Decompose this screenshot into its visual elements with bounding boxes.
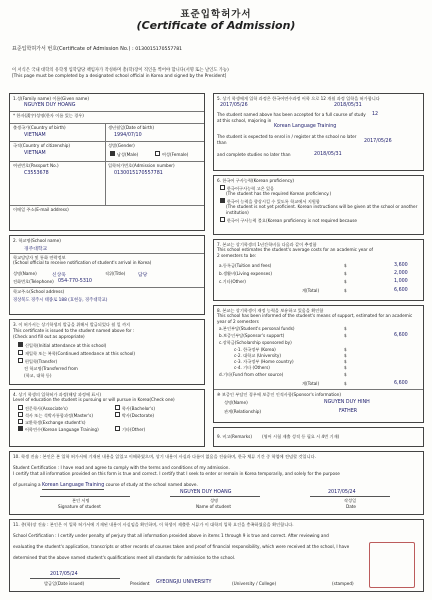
dob-value: 1994/07/10 <box>114 133 142 138</box>
tuition-value: 3,600 <box>394 263 408 268</box>
tuition-label: a.등록금(Tuition and fees) <box>219 263 272 268</box>
section-3-issue-purpose <box>9 319 205 385</box>
sponsor-support-value: 6,600 <box>394 333 408 338</box>
school-address-value: 경상북도 경주시 태종로 188 (효현동, 경주대학교) <box>13 298 108 303</box>
instruction-checkbox[interactable] <box>220 198 225 203</box>
notice-english: [This page must be completed by a designated school official in Korea and signed by the President] <box>12 73 227 79</box>
living-label: b.생활비(Living expenses) <box>219 271 272 276</box>
associate-checkbox[interactable] <box>18 405 23 410</box>
date-label-ko: 작성일 <box>344 498 357 503</box>
level-en: Level of education the student is pursuing or will pursue in Korea(Check one) <box>13 397 175 402</box>
notice <box>12 68 422 79</box>
other-source-label: d.기타(Fund from other source) <box>219 372 284 377</box>
section-10-student-certification <box>9 451 424 515</box>
purpose-en: This certificate is issued to the student named above for : <box>13 328 135 333</box>
citizenship-label: 국적(Country of citizenship) <box>13 143 71 148</box>
gender-male-text: 남성(Male) <box>116 151 139 157</box>
acceptance-ko: 5. 상기 학생에게 입학 과정은 한국어연수과정 어학 으로 12 개월 과정 입학을 허가함니다 <box>217 96 380 101</box>
president-label: President <box>130 581 150 586</box>
student-cert-en2: I certify that all information provided on this form is true and correct. I certify that I seek to enter or remain in Korea temporarily, and solely for the purpose <box>13 471 340 476</box>
scholarship-university-currency: $ <box>344 353 347 358</box>
passport-value: C3553678 <box>24 171 49 176</box>
sponsor-name-value: NGUYEN DUY HINH <box>324 400 370 405</box>
doctorate-checkbox[interactable] <box>115 412 120 417</box>
level-title: 4. 상기 학생의 입학허가 과정(해당 과정에 표시) <box>13 392 102 397</box>
exchange-checkbox[interactable] <box>18 419 23 424</box>
cert-number-label: 표준입학허가서 번호(Certificate of Admission No.) : <box>12 46 134 52</box>
transfer-text: 편입학(Transfer) <box>24 358 58 364</box>
scholarship-others-currency: $ <box>344 365 347 370</box>
proficient-text: 한국어구사능력 고온 있음 <box>226 185 275 191</box>
doctorate-text: 박사(Doctorate) <box>121 412 155 418</box>
section-5-acceptance <box>213 93 424 171</box>
school-name-label: 2. 학교명(School name) <box>13 238 61 243</box>
proficiency-title: 6. 한국어 구사능력(Korean proficiency) <box>217 178 295 183</box>
email-label: 이메일 주소(E-mail address) <box>13 207 69 212</box>
program-value: Korean Language Training <box>41 483 105 488</box>
option-transfer[interactable] <box>18 358 57 364</box>
period-from: 2017/05/26 <box>220 103 248 108</box>
sponsor-support-label: b.보증인부담(Sponsor's support) <box>219 333 285 338</box>
support-title: 8. 본교는 상기학생이 재정 능력을 보유하고 있음을 확인함 <box>217 308 324 313</box>
level-bachelor[interactable] <box>115 405 155 411</box>
admission-number-value: 0130015170557781 <box>114 171 163 176</box>
stamp-label: (stamped) <box>332 581 354 586</box>
support-total-currency: $ <box>344 381 347 386</box>
official-name-label: 성명(Name) <box>13 271 37 276</box>
continued-attendance-text: 재입학 또는 복학(Continued attendance at this school) <box>24 350 136 356</box>
scholarship-others-label: c-4. 기타 (Others) <box>234 365 270 370</box>
gender-female-option[interactable] <box>155 151 188 157</box>
bachelor-text: 학사(Bachelor's) <box>121 405 155 411</box>
name-label-ko: 성명 <box>210 498 219 503</box>
hanja-label: * 한자(漢字)성명(한자 이름 있는 경우) <box>13 113 84 118</box>
gender-male-option[interactable] <box>110 151 138 157</box>
gender-label: 성별(Gender) <box>108 143 135 148</box>
official-title-label: 직위(Title) <box>105 271 126 276</box>
support-en: This school has been informed of the student's means of support, estimated for an academic year of 2 semesters <box>217 313 413 324</box>
birth-country-value: VIETNAM <box>24 133 46 138</box>
other-checkbox[interactable] <box>115 426 120 431</box>
relationship-label: 관계(Relationship) <box>224 409 262 414</box>
personal-funds-currency: $ <box>344 326 347 331</box>
total-cost-currency: $ <box>344 288 347 293</box>
school-type-note: (학교, 대학 등) <box>24 373 52 378</box>
scholarship-korea-currency: $ <box>344 347 347 352</box>
section-11-school-certification <box>9 519 424 592</box>
issue-date-label: 발급일(Date issued) <box>44 581 85 586</box>
level-other[interactable] <box>115 426 145 432</box>
other-text: 기타(Other) <box>121 426 146 432</box>
name-label: 1.성(Family name) 이름(Given name) <box>13 96 90 101</box>
official-title-value: 담당 <box>138 273 148 278</box>
date-label: Date <box>346 504 357 509</box>
school-name-value: 경주대학교 <box>24 247 48 252</box>
issue-date-value: 2017/05/24 <box>50 572 78 577</box>
school-cert-en2: evaluating the student's application, transcripts or other records of courses taken and proof of financial responsibility, which were received at the school, I have <box>13 544 350 549</box>
complete-en: and complete studies no later than <box>217 152 291 157</box>
purpose-check-note: (Check and fill out as appropriate) <box>13 334 85 339</box>
continued-attendance-checkbox[interactable] <box>18 350 23 355</box>
instruction-text: 한국어 능력을 향상시킬 수 있도록 학교에서 지원함 <box>226 198 320 204</box>
sponsor-name-label: 성명(Name) <box>224 400 248 405</box>
gender-female-checkbox[interactable] <box>155 151 160 156</box>
dob-label: 생년월일(Date of birth) <box>108 125 154 130</box>
language-text: 어학연수(Korean Language Training) <box>24 426 99 432</box>
transfer-checkbox[interactable] <box>18 358 23 363</box>
section-1-applicant <box>9 93 205 231</box>
level-associate[interactable] <box>18 405 68 411</box>
other-cost-value: 1,000 <box>394 279 408 284</box>
section-6-korean-proficiency <box>213 175 424 235</box>
official-name-value: 신상욱 <box>52 273 66 278</box>
citizenship-value: VIETNAM <box>24 151 46 156</box>
relationship-value: FATHER <box>339 409 358 414</box>
student-cert-en1: Student Certification : I have read and agree to comply with the terms and conditions of my admission. <box>13 465 230 470</box>
not-required-text: 한국어 구사능력 불요(Korean proficiency is not required because <box>226 217 358 223</box>
option-continued-attendance[interactable] <box>18 350 135 356</box>
official-tel-value: 054-770-5310 <box>58 279 92 284</box>
months-value: 12 <box>372 112 379 117</box>
other-cost-label: c.기타(Other) <box>219 279 246 284</box>
scholarship-korea-label: c-1. 한국정부 (Korea) <box>234 347 276 352</box>
enroll-date: 2017/05/26 <box>364 139 392 144</box>
admission-number-label: 입학허가번호(Admission number) <box>108 163 175 168</box>
level-doctorate[interactable] <box>115 412 154 418</box>
other-source-currency: $ <box>344 372 347 377</box>
passport-label: 여권번호(Passport No.) <box>13 163 59 168</box>
scholarship-label: c.장학금(Scholarship sponsored by) <box>219 340 292 345</box>
level-language[interactable] <box>18 426 99 432</box>
student-name-value: NGUYEN DUY HOANG <box>180 490 232 495</box>
not-required-checkbox[interactable] <box>220 217 225 222</box>
section-4-education-level <box>9 389 205 447</box>
section-8-financial-support <box>213 305 424 423</box>
signature-label-ko: 본인 서명 <box>72 498 90 503</box>
official-sub: (School official to receive notification of student's arrival in Korea) <box>13 260 152 265</box>
proficiency-opt2-en: (The student is not yet proficient. Korean instructions will be given at the school or another institution) <box>226 204 418 215</box>
associate-text: 전문학사(Associate's) <box>24 405 68 411</box>
official-tel-label: 전화번호(Telephone) <box>13 279 54 284</box>
school-cert-en1: School Certification : I certify under penalty of perjury that all information provided above in items 1 through 9 is true and correct. After reviewing and <box>13 533 329 538</box>
period-to: 2018/05/31 <box>334 103 362 108</box>
exchange-text: 교환학생(Exchange student's) <box>24 419 86 425</box>
official-label: 학교담당자 및 통화 연락정보 <box>13 255 66 260</box>
personal-funds-label: a.본인부담(Student's personal funds) <box>219 326 295 331</box>
proficiency-opt1-en: (The student has the required Korean proficiency.) <box>226 191 332 196</box>
living-value: 2,000 <box>394 271 408 276</box>
title-english: (Certificate of Admission) <box>136 19 296 32</box>
enroll-en: The student is expected to enrol in / register at the school no later than <box>217 134 357 145</box>
student-name-label: Name of student <box>196 504 232 509</box>
school-cert-ko: 11. 총(학)장 진술 : 본인은 이 입학 허가서에 기재된 내용이 사실임을 확인하며, 이 학생이 제출한 서류가 이 대학의 입학 요건을 충족하였음을 확인합니다. <box>13 522 294 527</box>
proficient-checkbox[interactable] <box>220 185 225 190</box>
section-7-estimated-costs <box>213 239 424 301</box>
student-date-value: 2017/05/24 <box>328 490 356 495</box>
section-2-school <box>9 235 205 315</box>
cert-number-value: 0130015170557781 <box>135 47 183 52</box>
master-text: 석사 또는 석박사통합과정(Master's) <box>24 412 93 418</box>
gender-female-text: 여성(Female) <box>161 151 189 157</box>
initial-attendance-text: 신입학(Initial attendance at this school) <box>24 342 107 348</box>
support-total-label: 계(Total) <box>302 381 320 386</box>
sponsor-support-currency: $ <box>344 333 347 338</box>
total-cost-label: 계(Total) <box>302 288 320 293</box>
cert-number-line <box>12 45 182 52</box>
remarks-value: (영어 시험 제출 성적 등 필요 시 4번 기재) <box>262 434 340 439</box>
birth-country-label: 출생국가(Country of birth) <box>13 125 66 130</box>
total-cost-value: 6,600 <box>394 288 408 293</box>
remarks-label: 9. 비고(Remarks) <box>217 434 252 439</box>
school-address-label: 학교주소(School address) <box>13 289 65 294</box>
language-checkbox[interactable] <box>18 426 23 431</box>
president-value: GYEONGJU UNIVERSITY <box>156 580 212 585</box>
costs-title: 7. 본교는 상기학생의 1년간학비를 다음과 같이 추정함 <box>217 242 317 247</box>
pursuing-text: of pursuing a <box>13 482 41 487</box>
other-cost-currency: $ <box>344 279 347 284</box>
initial-attendance-checkbox[interactable] <box>18 342 23 347</box>
support-total-value: 6,600 <box>394 381 408 386</box>
name-value: NGUYEN DUY HOANG <box>24 103 76 108</box>
scholarship-home-label: c-3. 자국정부 (Home country) <box>234 359 294 364</box>
student-cert-en3 <box>13 482 198 490</box>
living-currency: $ <box>344 271 347 276</box>
sponsor-info-title: ※ 보증인 부담인 경우에 보증인 인적사항(Sponsor's information) <box>217 392 341 397</box>
acceptance-en: The student named above has been accepted for a full course of study at this school, majoring in <box>217 112 366 123</box>
proficiency-opt3[interactable] <box>220 217 357 223</box>
option-initial-attendance[interactable] <box>18 342 106 348</box>
level-master[interactable] <box>18 412 93 418</box>
complete-date: 2018/05/31 <box>314 152 342 157</box>
university-seal-stamp <box>369 542 415 588</box>
transferred-from-label: 전 학교명(Transferred from <box>24 366 78 371</box>
student-cert-ko: 10. 학생 진술 : 본인은 본 입학 허가서에 기재된 내용을 읽었고 이해하였으며, 상기 내용이 사실과 다름이 없음을 진술하며, 한국 체류 기간 중 학업에 전념할 것입니다. <box>13 454 316 459</box>
scholarship-home-currency: $ <box>344 359 347 364</box>
tuition-currency: $ <box>344 263 347 268</box>
title-korean: 표준입학허가서 <box>180 9 252 20</box>
master-checkbox[interactable] <box>18 412 23 417</box>
level-exchange[interactable] <box>18 419 85 425</box>
bachelor-checkbox[interactable] <box>115 405 120 410</box>
signature-label: Signature of student <box>58 504 101 509</box>
course-text: course of study at the school named above. <box>105 482 198 487</box>
college-label: (University / College) <box>232 581 277 586</box>
notice-korean: 이 서식은 국내 대학의 유학생 입학담당 책임자가 작성하며 총(학)장이 직인을 찍어야 합니다(서명 또는 날인도 가능) <box>12 68 229 73</box>
costs-en: This school estimates the student's average costs for an academic year of 2 semesters to be: <box>217 247 374 258</box>
gender-male-checkbox[interactable] <box>110 151 115 156</box>
school-cert-en3: determined that the above named student's qualifications meet all standards for admission to the school. <box>13 555 236 560</box>
section-9-remarks <box>213 427 424 447</box>
purpose-line: 3. 이 허가서는 상기학생의 발급을 위해서 발급되었다 월 일 까지 <box>13 322 131 327</box>
scholarship-university-label: c-2. 대학교 (University) <box>234 353 281 358</box>
major-value: Korean Language Training <box>274 124 337 129</box>
